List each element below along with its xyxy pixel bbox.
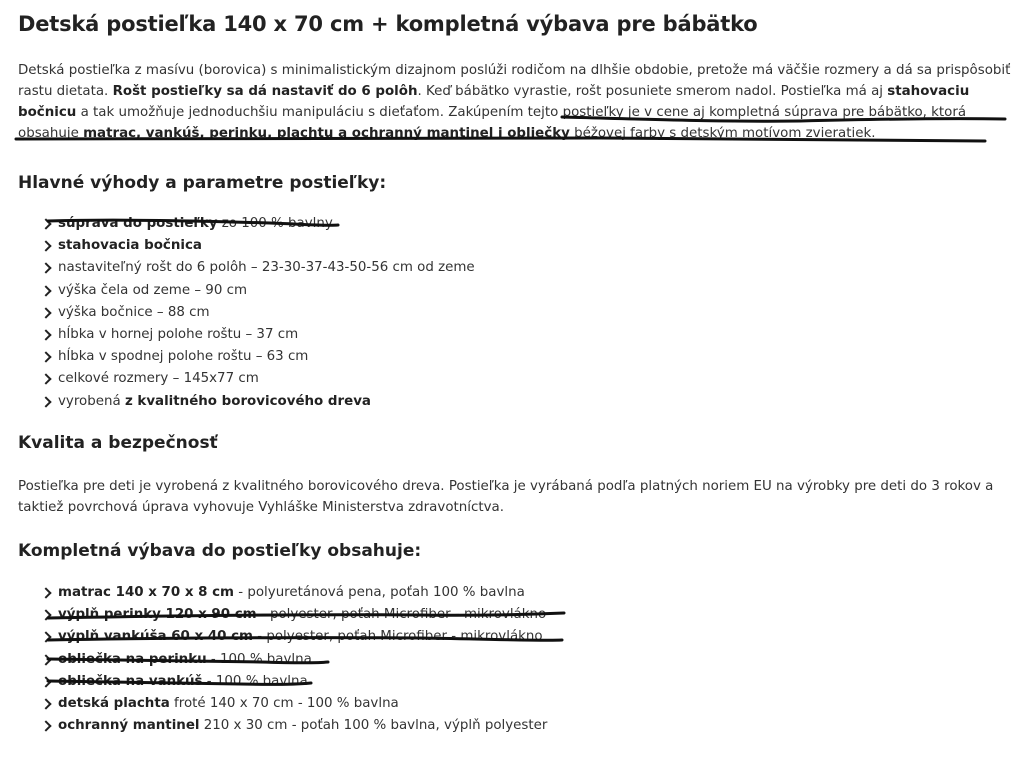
list-item [42,693,547,715]
item-text: 210 x 30 cm - poťah 100 % bavlna, výplň polyester [199,718,548,734]
chevron-right-icon [40,720,51,731]
advantages-list [42,213,475,413]
chevron-right-icon [40,218,51,229]
item-bold: matrac 140 x 70 x 8 cm [58,585,235,600]
list-item [42,324,475,346]
item-bold: obliečka na vankúš [58,673,203,689]
intro-text-2: . Keď bábätko vyrastie, rošt posuniete smerom nadol. Postieľka má aj [417,84,888,99]
item-text: - 100 % bavlna [202,673,308,689]
list-item [42,368,475,390]
item-bold: súprava do postieľky [58,216,218,231]
item-text: výška čela od zeme – 90 cm [58,282,247,298]
chevron-right-icon [40,285,51,296]
page-title: Detská postieľka 140 x 70 cm + kompletná výbava pre bábätko [18,12,758,36]
advantages-heading: Hlavné výhody a parametre postieľky: [18,173,387,193]
item-text: nastaviteľný rošt do 6 polôh – 23-30-37-43-50-56 cm od zeme [58,260,475,276]
intro-text-1: Detská postieľka z masívu (borovica) s minimalistickým dizajnom poslúži rodičom na dlhšie obdobie, pretože má väčšie rozmery a dá sa prispôsobiť rastu dietata. [18,63,1011,99]
intro-bold-2: stahovaciu bočnicu [18,84,970,120]
item-text: - polyuretánová pena, poťah 100 % bavlna [234,585,525,600]
item-text: - polyester, poťah Microfiber - mikrovlákno [256,607,547,623]
chevron-right-icon [40,698,51,709]
chevron-right-icon [40,676,51,687]
list-item [42,302,475,324]
intro-text-4: béžovej farby s detským motívom zvieratiek. [569,126,876,141]
list-item [42,213,475,235]
item-text: hĺbka v spodnej polohe roštu – 63 cm [58,349,309,365]
item-bold: detská plachta [58,695,170,711]
list-item [42,626,547,648]
item-text: výška bočnice – 88 cm [58,304,210,320]
list-item [42,346,475,368]
item-text: froté 140 x 70 cm - 100 % bavlna [169,695,399,711]
chevron-right-icon [40,329,51,340]
item-text: celkové rozmery – 145x77 cm [58,371,259,387]
chevron-right-icon [40,396,51,407]
intro-paragraph [18,60,1018,144]
list-item [42,257,475,279]
intro-text-3: a tak umožňuje jednoduchšiu manipuláciu s dieťaťom. Zakúpením tejto postieľky je v cene aj kompletná súprava pre bábätko, ktorá obsahuje [18,105,967,141]
quality-heading: Kvalita a bezpečnosť [18,433,218,453]
list-item [42,649,547,671]
list-item [42,391,475,413]
chevron-right-icon [40,610,51,621]
list-item [42,715,547,737]
kit-heading: Kompletná výbava do postieľky obsahuje: [18,541,422,561]
chevron-right-icon [40,351,51,362]
item-text: - polyester, poťah Microfiber - mikrovlákno [253,629,543,645]
intro-bold-1: Rošt postieľky sa dá nastaviť do 6 polôh [112,84,418,99]
chevron-right-icon [40,587,51,598]
quality-paragraph: Postieľka pre deti je vyrobená z kvalitného borovicového dreva. Postieľka je vyrábaná podľa platných noriem EU na výrobky pre deti do 3 rokov a taktiež povrchová úprava vyhovuje Vyhláške Ministerstva zdravotníctva. [18,479,994,515]
list-item [42,582,547,604]
chevron-right-icon [40,632,51,643]
item-bold: obliečka na perinku [58,651,207,667]
chevron-right-icon [40,374,51,385]
item-text: vyrobená [58,393,125,409]
chevron-right-icon [40,654,51,665]
item-bold: výplň vankúša 60 x 40 cm [58,629,254,645]
item-bold: ochranný mantinel [58,718,200,734]
list-item [42,671,547,693]
chevron-right-icon [40,307,51,318]
list-item [42,280,475,302]
item-text: - 100 % bavlna [206,651,312,667]
chevron-right-icon [40,263,51,274]
item-text: zo 100 % bavlny [217,216,333,231]
chevron-right-icon [40,241,51,252]
item-bold: stahovacia bočnica [58,238,202,254]
list-item [42,235,475,257]
item-bold: z kvalitného borovicového dreva [124,393,371,409]
item-text: hĺbka v hornej polohe roštu – 37 cm [58,326,299,342]
intro-bold-3: matrac, vankúš, perinku, plachtu a ochranný mantinel i obliečky [83,126,570,141]
kit-list [42,582,547,737]
list-item [42,604,547,626]
item-bold: výplň perinky 120 x 90 cm [58,607,257,623]
